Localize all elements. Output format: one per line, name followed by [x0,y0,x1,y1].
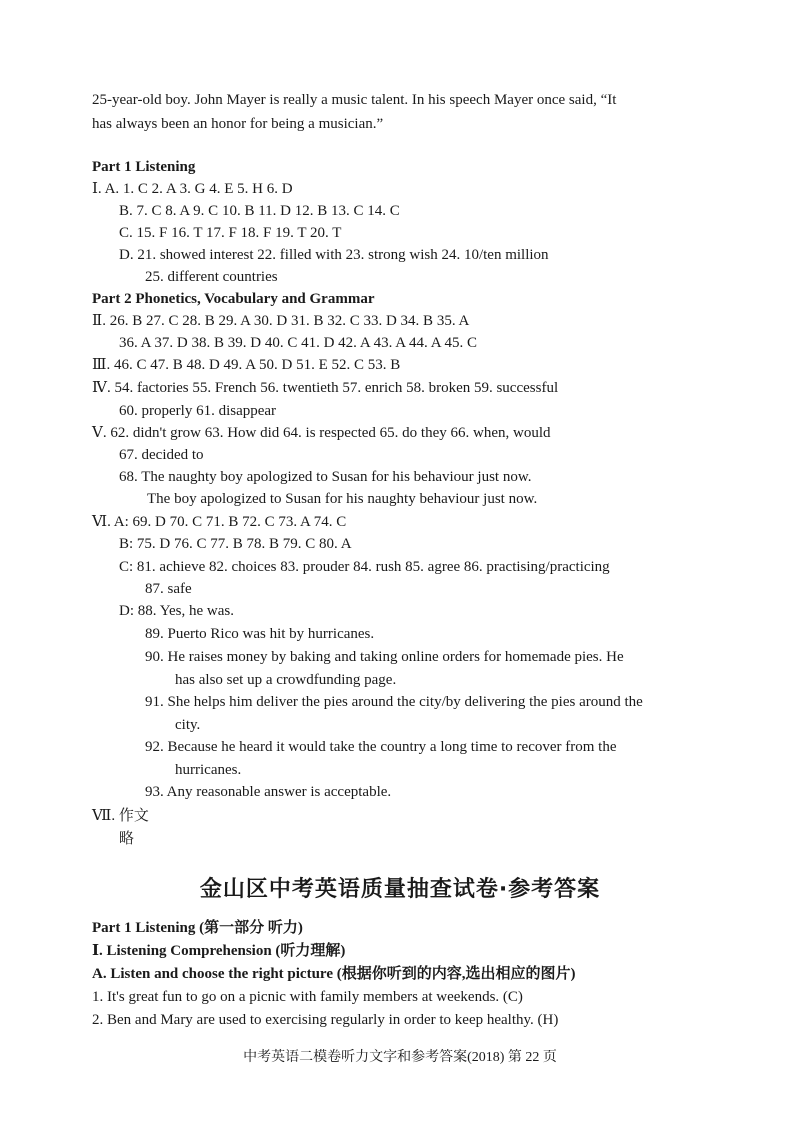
answer-line: 60. properly 61. disappear [119,403,277,419]
answer-line: Ⅰ. A. 1. C 2. A 3. G 4. E 5. H 6. D [92,181,293,197]
answer-line: C: 81. achieve 82. choices 83. prouder 84. rush 85. agree 86. practising/practicing [119,559,610,575]
answer-line: 67. decided to [119,447,204,463]
answer-line: 25. different countries [145,269,278,285]
answer-line: 87. safe [145,581,192,597]
answer-line: 68. The naughty boy apologized to Susan for his behaviour just now. [119,469,532,485]
section-title: 金山区中考英语质量抽查试卷·参考答案 [199,877,601,902]
answer-line: The boy apologized to Susan for his naughty behaviour just now. [147,491,538,507]
intro-line-1: 25-year-old boy. John Mayer is really a music talent. In his speech Mayer once said, “It [92,92,617,108]
page-footer: 中考英语二模卷听力文字和参考答案(2018) 第 22 页 [243,1050,557,1065]
part2-heading: Part 2 Phonetics, Vocabulary and Grammar [92,291,375,307]
answer-line: B: 75. D 76. C 77. B 78. B 79. C 80. A [119,536,352,552]
answer-line: Ⅴ. 62. didn't grow 63. How did 64. is respected 65. do they 66. when, would [92,425,551,441]
part1-heading: Part 1 Listening [92,159,196,175]
answer-line: has also set up a crowdfunding page. [175,672,397,688]
answer-line: 91. She helps him deliver the pies around the city/by delivering the pies around the [145,694,643,710]
answer-line: Ⅳ. 54. factories 55. French 56. twentieth 57. enrich 58. broken 59. successful [92,380,559,396]
answer-line: 90. He raises money by baking and taking online orders for homemade pies. He [145,649,624,665]
answer-line: 93. Any reasonable answer is acceptable. [145,784,392,800]
part1b-subA: A. Listen and choose the right picture (根据你听到的内容,选出相应的图片) [92,966,576,982]
part1b-heading: Part 1 Listening (第一部分 听力) [92,920,303,936]
answer-line: D. 21. showed interest 22. filled with 23. strong wish 24. 10/ten million [119,247,549,263]
answer-line: 89. Puerto Rico was hit by hurricanes. [145,626,375,642]
question-line: 2. Ben and Mary are used to exercising regularly in order to keep healthy. (H) [92,1012,559,1028]
answer-line: Ⅲ. 46. C 47. B 48. D 49. A 50. D 51. E 52. C 53. B [92,357,401,373]
question-line: 1. It's great fun to go on a picnic with family members at weekends. (C) [92,989,523,1005]
answer-line: 92. Because he heard it would take the country a long time to recover from the [145,739,617,755]
part1b-sub: Ⅰ. Listening Comprehension (听力理解) [92,943,346,959]
answer-line: C. 15. F 16. T 17. F 18. F 19. T 20. T [119,225,342,241]
answer-line: 36. A 37. D 38. B 39. D 40. C 41. D 42. A 43. A 44. A 45. C [119,335,477,351]
answer-line: B. 7. C 8. A 9. C 10. B 11. D 12. B 13. C 14. C [119,203,400,219]
answer-line: Ⅱ. 26. B 27. C 28. B 29. A 30. D 31. B 32. C 33. D 34. B 35. A [92,313,470,329]
answer-line: hurricanes. [175,762,242,778]
answer-line: Ⅶ. 作文 [92,808,149,824]
answer-line: Ⅵ. A: 69. D 70. C 71. B 72. C 73. A 74. C [92,514,347,530]
answer-line: 略 [119,831,135,847]
intro-line-2: has always been an honor for being a musician.” [92,116,384,132]
answer-line: city. [175,717,201,733]
answer-line: D: 88. Yes, he was. [119,603,235,619]
